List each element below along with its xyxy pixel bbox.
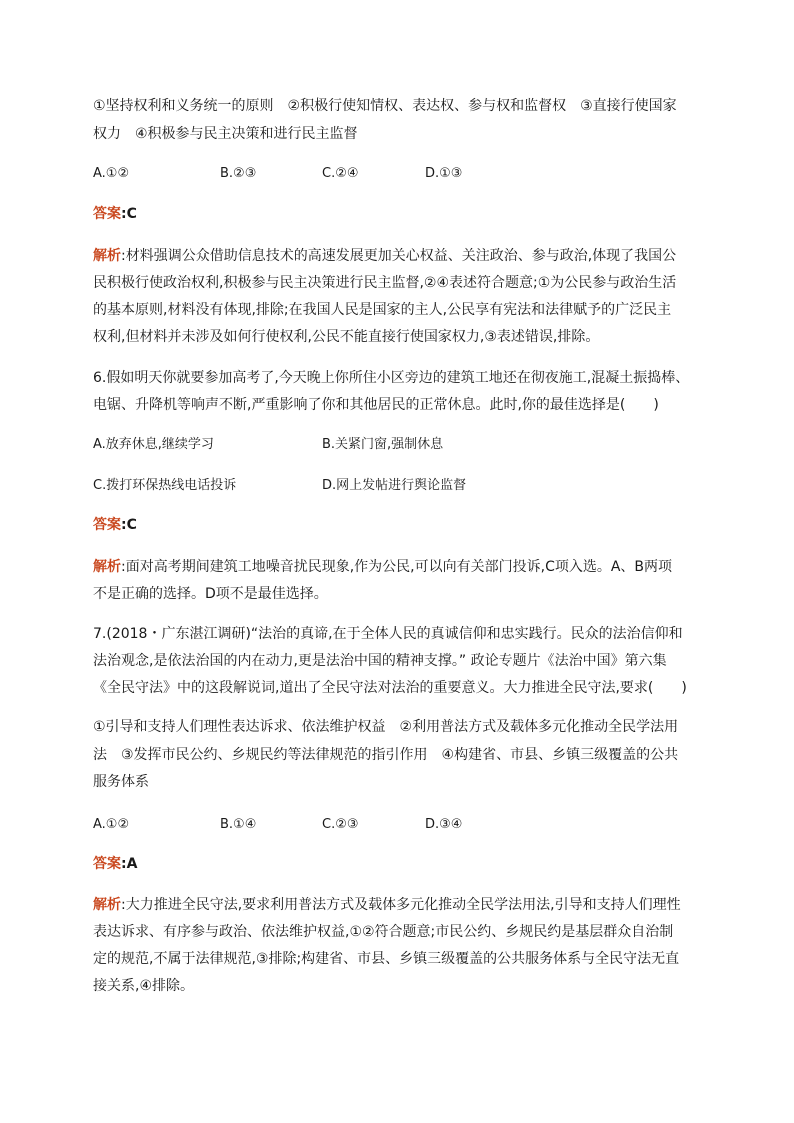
q7-explanation-line-2: 表达诉求、有序参与政治、依法维护权益,①②符合题意;市民公约、乡规民约是基层群众自治制: [93, 924, 674, 940]
q5-explanation-line-1: [93, 246, 676, 266]
q7-option-b: B.①④: [220, 817, 257, 832]
q7-explanation-line-4: 接关系,④排除。: [93, 978, 195, 994]
q6-explanation-line-2: 不是正确的选择。D项不是最佳选择。: [93, 586, 328, 602]
q5-explanation-line-3: 的基本原则,材料没有体现,排除;在我国人民是国家的主人,公民享有宪法和法律赋予的广泛民主: [93, 302, 672, 318]
q7-statement-line-3: 服务体系: [93, 774, 149, 790]
answer-label: 答案: [93, 206, 121, 222]
q7-answer: [93, 854, 137, 874]
answer-label: 答案: [93, 856, 121, 872]
q6-question-line-1: 6.假如明天你就要参加高考了,今天晚上你所住小区旁边的建筑工地还在彻夜施工,混凝土振捣棒、: [93, 370, 690, 386]
q7-question-line-2: 法治观念,是依法治国的内在动力,更是法治中国的精神支撑。” 政论专题片《法治中国》第六集: [93, 653, 667, 669]
q6-explanation-line-1: [93, 557, 672, 577]
q5-answer: [93, 204, 137, 224]
q7-statement-line-2: 法 ③发挥市民公约、乡规民约等法律规范的指引作用 ④构建省、市县、乡镇三级覆盖的公共: [93, 747, 679, 763]
q7-explanation-line-1: [93, 895, 681, 915]
q6-option-c: C.拨打环保热线电话投诉: [93, 478, 237, 493]
answer-value: :A: [121, 856, 138, 872]
q5-explanation-line-2: 民积极行使政治权利,积极参与民主决策进行民主监督,②④表述符合题意;①为公民参与政治生活: [93, 275, 677, 291]
q6-option-a: A.放弃休息,继续学习: [93, 437, 214, 452]
explanation-text: :大力推进全民守法,要求利用普法方式及载体多元化推动全民学法用法,引导和支持人们理性: [121, 897, 681, 913]
q5-option-a: A.①②: [93, 166, 130, 181]
q6-option-d: D.网上发帖进行舆论监督: [322, 478, 467, 493]
q5-option-d: D.①③: [425, 166, 463, 181]
q7-option-a: A.①②: [93, 817, 130, 832]
q6-question-line-2: 电锯、升降机等响声不断,严重影响了你和其他居民的正常休息。此时,你的最佳选择是( ): [93, 397, 659, 413]
q7-explanation-line-3: 定的规范,不属于法律规范,③排除;构建省、市县、乡镇三级覆盖的公共服务体系与全民守法无直: [93, 951, 680, 967]
explanation-text: :材料强调公众借助信息技术的高速发展更加关心权益、关注政治、参与政治,体现了我国公: [121, 248, 677, 264]
q7-option-d: D.③④: [425, 817, 463, 832]
answer-value: :C: [121, 517, 137, 533]
q5-statement-line-2: 权力 ④积极参与民主决策和进行民主监督: [93, 126, 358, 142]
q5-option-c: C.②④: [322, 166, 359, 181]
explanation-label: 解析: [93, 897, 121, 913]
explanation-label: 解析: [93, 559, 121, 575]
explanation-text: :面对高考期间建筑工地噪音扰民现象,作为公民,可以向有关部门投诉,C项入选。A、B两项: [121, 559, 673, 575]
q5-statement-line-1: ①坚持权利和义务统一的原则 ②积极行使知情权、表达权、参与权和监督权 ③直接行使国家: [93, 98, 677, 114]
explanation-label: 解析: [93, 248, 121, 264]
answer-label: 答案: [93, 517, 121, 533]
q5-explanation-line-4: 权利,但材料并未涉及如何行使权利,公民不能直接行使国家权力,③表述错误,排除。: [93, 329, 600, 345]
q5-option-b: B.②③: [220, 166, 257, 181]
answer-value: :C: [121, 206, 137, 222]
q7-question-line-3: 《全民守法》中的这段解说词,道出了全民守法对法治的重要意义。大力推进全民守法,要求( ): [93, 680, 687, 696]
q6-option-b: B.关紧门窗,强制休息: [322, 437, 444, 452]
q6-answer: [93, 515, 137, 535]
q7-question-line-1: 7.(2018・广东湛江调研)“法治的真谛,在于全体人民的真诚信仰和忠实践行。民众的法治信仰和: [93, 626, 683, 642]
q7-statement-line-1: ①引导和支持人们理性表达诉求、依法维护权益 ②利用普法方式及载体多元化推动全民学法用: [93, 719, 679, 735]
q7-option-c: C.②③: [322, 817, 359, 832]
